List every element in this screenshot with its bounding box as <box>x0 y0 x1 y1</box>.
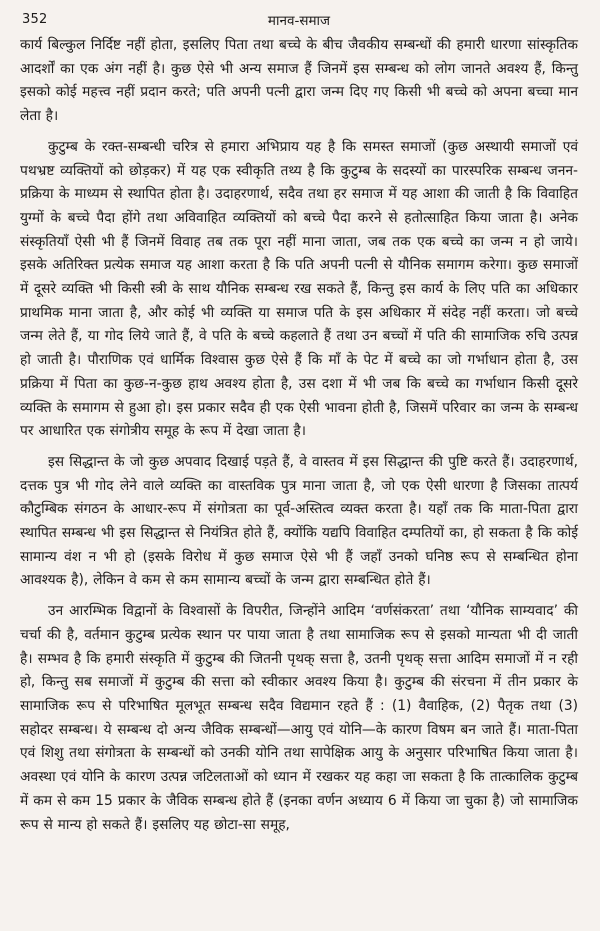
paragraph-kinship: कुटुम्ब के रक्त-सम्बन्धी चरित्र से हमारा अभिप्राय यह है कि समस्त समाजों (कुछ अस्थायी समाजों एवं पथभ्रष्ट व्यक्तियों को छोड़कर) में यह एक स्वीकृति तथ्य है कि कुटुम्ब के सदस्यों का पारस्परिक सम्बन्ध जनन-प्रक्रिया के माध्यम से स्थापित होता है। उदाहरणार्थ, सदैव तथा हर समाज में यह आशा की जाती है कि विवाहित युग्मों के बच्चे पैदा होंगे तथा अविवाहित व्यक्तियों को बच्चे पैदा करने से हतोत्साहित किया जाता है। अनेक संस्कृतियाँ ऐसी भी हैं जिनमें विवाह तब तक पूरा नहीं माना जाता, जब तक एक बच्चे का जन्म न हो जाये। इसके अतिरिक्त प्रत्येक समाज यह आशा करता है कि पति अपनी पत्नी से यौनिक समागम करेगा। कुछ समाजों में दूसरे व्यक्ति भी किसी स्त्री के साथ यौनिक सम्बन्ध रख सकते हैं, किन्तु इस कार्य के लिए पति का अधिकार प्राथमिक माना जाता है, और कोई भी व्यक्ति या समाज पति के इस अधिकार में संदेह नहीं करता। जो बच्चे जन्म लेते हैं, या गोद लिये जाते हैं, वे पति के बच्चे कहलाते हैं तथा उन बच्चों में पति की सामाजिक रुचि उत्पन्न हो जाती है। पौराणिक एवं धार्मिक विश्वास कुछ ऐसे हैं कि माँ के पेट में बच्चे का जो गर्भाधान होता है, उस प्रक्रिया में पिता का कुछ-न-कुछ हाथ अवश्य होता है, उस दशा में भी जब कि बच्चे का गर्भाधान किसी दूसरे व्यक्ति के समागम से हुआ हो। इस प्रकार सदैव ही एक ऐसी भावना होती है, जिसमें परिवार का जन्म के सम्बन्ध पर आधारित एक संगोत्रीय समूह के रूप में देखा जाता है। <box>20 138 578 440</box>
paragraph-exceptions: इस सिद्धान्त के जो कुछ अपवाद दिखाई पड़ते हैं, वे वास्तव में इस सिद्धान्त की पुष्टि करते हैं। उदाहरणार्थ, दत्तक पुत्र भी गोद लेने वाले व्यक्ति का वास्तविक पुत्र माना जाता है, जो एक ऐसी धारणा है जिसका तात्पर्य कौटुम्बिक संगठन के आधार-रूप में संगोत्रता का पूर्व-अस्तित्व व्यक्त करता है। यहाँ तक कि माता-पिता द्वारा स्थापित सम्बन्ध भी इस सिद्धान्त से नियंत्रित होते हैं, क्योंकि यद्यपि विवाहित दम्पतियों का, हो सकता है कि कोई सामान्य वंश न भी हो (इसके विरोध में कुछ समाज ऐसे भी हैं जहाँ उनको घनिष्ठ रूप से सम्बन्धित होना आवश्यक है), लेकिन वे कम से कम सामान्य बच्चों के जन्म द्वारा सम्बन्धित होते हैं। <box>20 453 578 589</box>
page-number: 352 <box>22 12 48 27</box>
page-header <box>20 6 578 30</box>
page-content <box>20 34 578 837</box>
paragraph-structure: उन आरम्भिक विद्वानों के विश्वासों के विपरीत, जिन्होंने आदिम ‘वर्णसंकरता’ तथा ‘यौनिक साम्यवाद’ की चर्चा की है, वर्तमान कुटुम्ब प्रत्येक स्थान पर पाया जाता है तथा सामाजिक रूप से इसको मान्यता भी दी जाती है। सम्भव है कि हमारी संस्कृति में कुटुम्ब की जितनी पृथक् सत्ता है, उतनी पृथक् सत्ता आदिम समाजों में न रही हो, किन्तु सब समाजों में कुटुम्ब की सत्ता को स्वीकार अवश्य किया है। कुटुम्ब की संरचना में तीन प्रकार के सामाजिक रूप से परिभाषित मूलभूत सम्बन्ध सदैव विद्यमान रहते हैं : (1) वैवाहिक, (2) पैतृक तथा (3) सहोदर सम्बन्ध। ये सम्बन्ध दो अन्य जैविक सम्बन्धों—आयु एवं योनि—के कारण विषम बन जाते हैं। माता-पिता एवं शिशु तथा संगोत्रता के सम्बन्धों को उनकी योनि तथा सापेक्षिक आयु के अनुसार परिभाषित किया जाता है। अवस्था एवं योनि के कारण उत्पन्न जटिलताओं को ध्यान में रखकर यह कहा जा सकता है कि तात्कालिक कुटुम्ब में कम से कम 15 प्रकार के जैविक सम्बन्ध होते हैं (इनका वर्णन अध्याय 6 में किया जा चुका है) जो सामाजिक रूप से मान्य हो सकते हैं। इसलिए यह छोटा-सा समूह, <box>20 603 578 833</box>
running-title: मानव-समाज <box>267 13 331 29</box>
paragraph-continued: कार्य बिल्कुल निर्दिष्ट नहीं होता, इसलिए पिता तथा बच्चे के बीच जैवकीय सम्बन्धों की हमारी धारणा सांस्कृतिक आदर्शों का एक अंग नहीं है। कुछ ऐसे भी अन्य समाज हैं जिनमें इस सम्बन्ध को लोग जानते अवश्य हैं, किन्तु इसको कोई महत्त्व नहीं प्रदान करते; पति अपनी पत्नी द्वारा जन्म दिए गए किसी भी बच्चे को अपना बच्चा मान लेता है। <box>20 37 578 125</box>
